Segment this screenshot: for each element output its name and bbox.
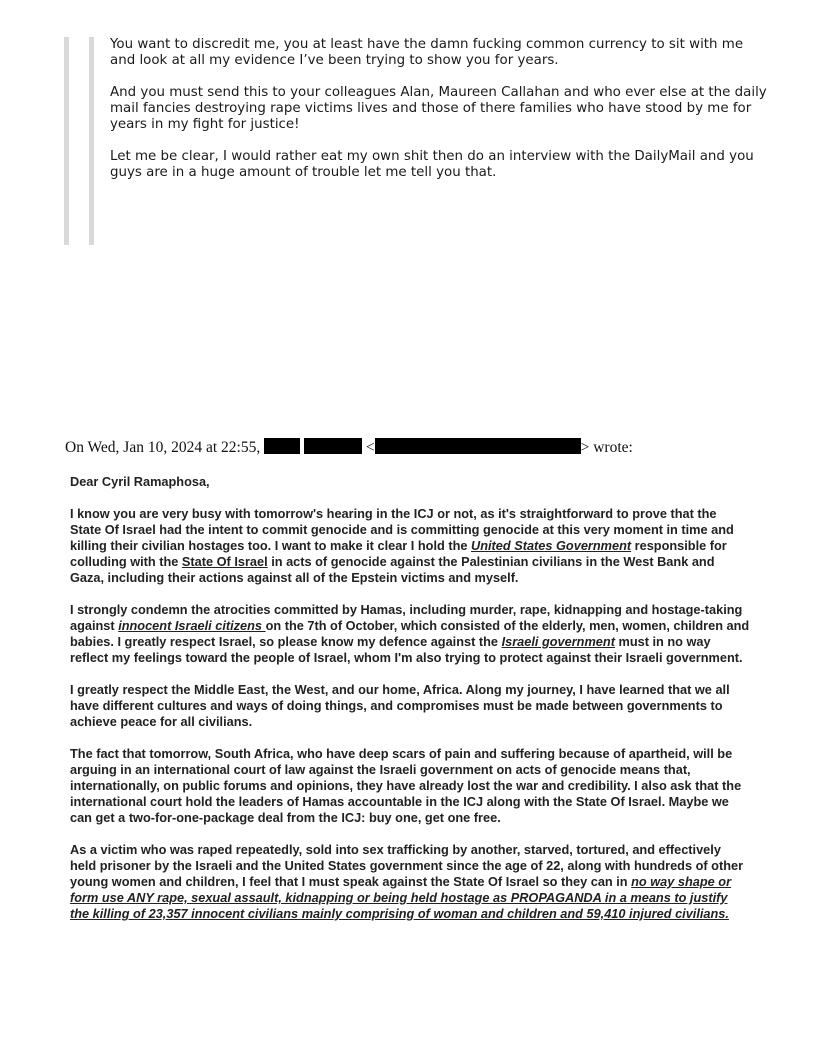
letter-paragraph-5 — [70, 842, 750, 922]
text-run: on the 7th of October, which consisted of the elderly, men, women, children and babies. I greatly respect Israel, so please know my defence against the — [70, 618, 750, 649]
reply-header-date: On Wed, Jan 10, 2024 at 22:55, — [65, 439, 261, 456]
blockquote-outer-bar — [64, 37, 816, 245]
quoted-reply — [110, 37, 770, 197]
redacted-name-last — [304, 438, 362, 454]
link-innocent-israeli-citizens[interactable]: innocent Israeli citizens — [118, 618, 266, 633]
text-run: must in no way reflect my feelings toward the people of Israel, whom I'm also trying to protect against their Israeli government. — [70, 634, 743, 665]
quote-paragraph-2: And you must send this to your colleagues Alan, Maureen Callahan and who ever else at the daily mail fancies destroying rape victims lives and those of there families who have stood by me for years in my fight for justice! — [110, 85, 767, 132]
letter-paragraph-2 — [70, 602, 750, 666]
quote-paragraph-3: Let me be clear, I would rather eat my own shit then do an interview with the DailyMail and you guys are in a huge amount of trouble let me tell you that. — [110, 149, 754, 180]
letter-body — [70, 474, 750, 938]
quote-paragraph-1: You want to discredit me, you at least have the damn fucking common currency to sit with me and look at all my evidence I’ve been trying to show you for years. — [110, 37, 744, 68]
redacted-name-first — [264, 438, 300, 454]
link-israeli-government[interactable]: Israeli government — [501, 634, 615, 649]
letter-paragraph-3: I greatly respect the Middle East, the West, and our home, Africa. Along my journey, I have learned that we all have different cultures and ways of doing things, and compromises must be made between governments to achieve peace for all civilians. — [70, 682, 730, 729]
reply-header-lt: < — [365, 439, 375, 456]
link-us-government[interactable]: United States Government — [471, 538, 632, 553]
text-run: in acts of genocide against the Palestinian civilians in the West Bank and Gaza, including their actions against all of the Epstein victims and myself. — [70, 554, 715, 585]
letter-paragraph-4: The fact that tomorrow, South Africa, who have deep scars of pain and suffering because of apartheid, will be arguing in an international court of law against the Israeli government on acts of genocide means that, internationally, on public forums and opinions, they have already lost the war and credibility. I also ask that the international court hold the leaders of Hamas accountable in the ICJ along with the State Of Israel. Maybe we can get a two-for-one-package deal from the ICJ: buy one, get one free. — [70, 746, 742, 825]
link-state-of-israel[interactable]: State Of Israel — [181, 554, 268, 569]
text-run: responsible for colluding with the — [70, 538, 727, 569]
text-run: I know you are very busy with tomorrow's hearing in the ICJ or not, as it's straightforward to prove that the State Of Israel had the intent to commit genocide and is committing genocide at this very moment in time and killing their civilian hostages too. I want to make it clear I hold the — [70, 506, 734, 553]
emphasized-propaganda-statement: no way shape or form use ANY rape, sexual assault, kidnapping or being held hostage as PROPAGANDA in a means to justify the killing of 23,357 innocent civilians mainly comprising of woman and children and 59,410 injured civilians. — [70, 874, 732, 921]
letter-paragraph-1 — [70, 506, 750, 586]
text-run: I strongly condemn the atrocities committed by Hamas, including murder, rape, kidnapping and hostage-taking against — [70, 602, 743, 633]
reply-header — [65, 438, 805, 458]
letter-greeting: Dear Cyril Ramaphosa, — [70, 474, 210, 489]
reply-header-wrote: > wrote: — [580, 439, 633, 456]
text-run: As a victim who was raped repeatedly, sold into sex trafficking by another, starved, tortured, and effectively held prisoner by the Israeli and the United States government since the age of 22, along with hundreds of other young women and children, I feel that I must speak against the State Of Israel so they can in — [70, 842, 744, 889]
redacted-email — [375, 438, 581, 454]
blockquote-inner-bar — [89, 37, 814, 245]
